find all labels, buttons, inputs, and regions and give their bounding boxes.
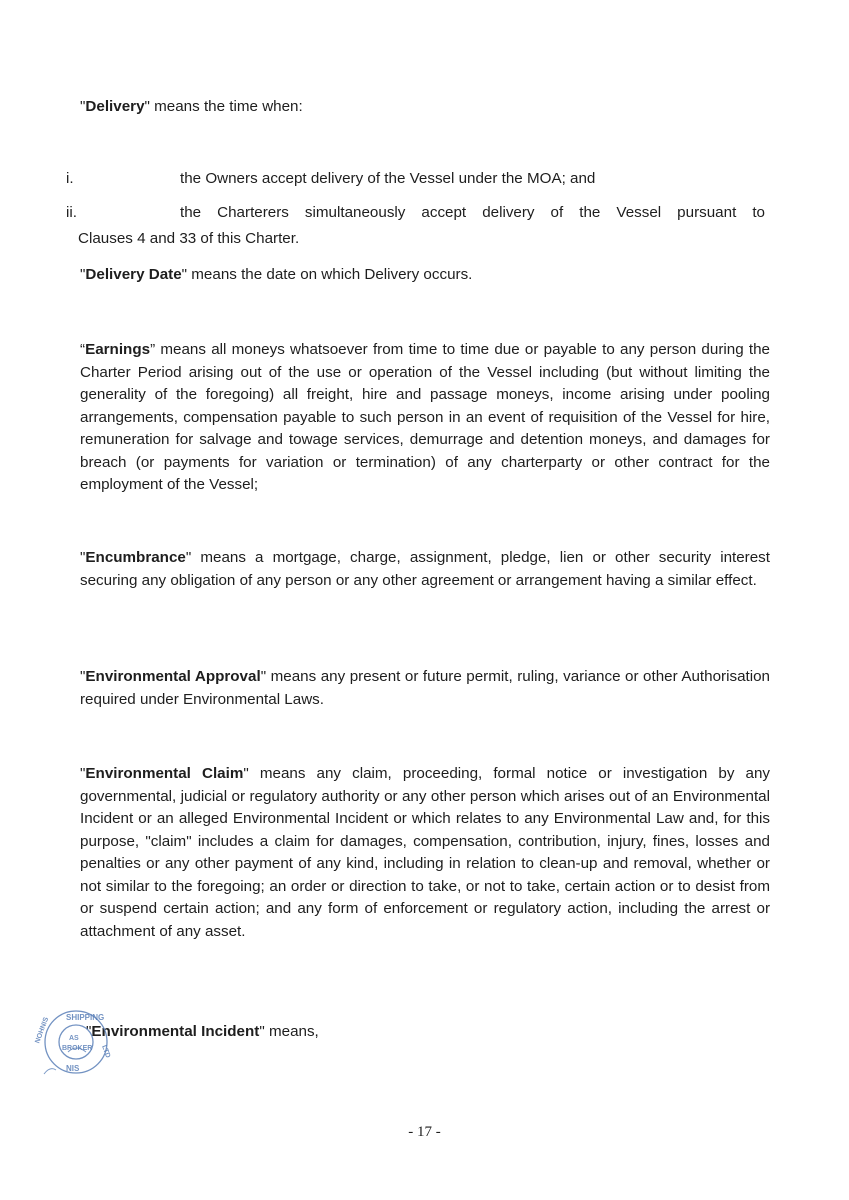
definition-earnings: “Earnings” means all moneys whatsoever from time to time due or payable to any person during the Charter Period arising out of the use or operation of the Vessel including (but without limiting the generality of the foregoing) all freight, hire and passage moneys, income arising under pooling arrangements, compensation payable to such person in an event of requisition of the Vessel for hire, remuneration for salvage and towage services, demurrage and detention moneys, and damages for breach (or payments for variation or termination) of any charterparty or other contract for the employment of the Vessel; xyxy=(80,341,770,493)
seal-center-text-2: BROKER xyxy=(62,1045,93,1052)
term-environmental-claim: Environmental Claim xyxy=(85,765,244,782)
term-earnings: Earnings xyxy=(85,341,151,358)
definition-text: means any present or future permit, ruling, variance or other Authorisation required under Environmental Laws. xyxy=(80,668,771,708)
definition-environmental-approval: "Environmental Approval" means any present or future permit, ruling, variance or other Authorisation required under Environmental Laws. xyxy=(80,668,771,708)
term-delivery-date: Delivery Date xyxy=(85,266,182,283)
definition-delivery-date: "Delivery Date" means the date on which Delivery occurs. xyxy=(80,266,473,283)
list-number: i. xyxy=(66,170,74,187)
seal-bottom-text: NIS xyxy=(66,1064,80,1073)
definition-text: means, xyxy=(264,1023,319,1040)
definition-environmental-claim: "Environmental Claim" means any claim, proceeding, formal notice or investigation by any governmental, judicial or regulatory authority or any other person which arises out of an Environmental Incident or an alleged Environmental Incident or which relates to any Environmental Law and, for this purpose, "claim" includes a claim for damages, compensation, contribution, injury, fines, losses and penalties or any other payment of any kind, including in relation to clean-up and removal, whether or not similar to the foregoing; an order or direction to take, or not to take, certain action or to desist from or suspend certain action; and any form of enforcement or regulatory action, including the arrest or attachment of any asset. xyxy=(80,765,770,940)
list-text: the Charterers simultaneously accept delivery of the Vessel pursuant to xyxy=(180,204,765,221)
page-number: - 17 - xyxy=(408,1124,441,1140)
term-encumbrance: Encumbrance xyxy=(85,549,186,566)
definition-environmental-incident: "Environmental Incident" means, xyxy=(86,1023,319,1040)
seal-right-text: LTD xyxy=(100,1044,112,1059)
definition-text: means a mortgage, charge, assignment, pledge, lien or other security interest securing any obligation of any person or any other agreement or arrangement having a similar effect. xyxy=(80,549,770,589)
definition-encumbrance: "Encumbrance" means a mortgage, charge, assignment, pledge, lien or other security interest securing any obligation of any person or any other agreement or arrangement having a similar effect. xyxy=(80,549,770,589)
definition-text: means any claim, proceeding, formal notice or investigation by any governmental, judicial or regulatory authority or any other person which arises out of an Environmental Incident or an alleged Environmental Incident or which relates to any Environmental Law and, for this purpose, "claim" includes a claim for damages, compensation, contribution, injury, fines, losses and penalties or any other payment of any kind, including in relation to clean-up and removal, whether or not similar to the foregoing; an order or direction to take, or not to take, certain action or to desist from or suspend certain action; and any form of enforcement or regulatory action, including the arrest or attachment of any asset. xyxy=(80,765,770,940)
definition-text: means the time when: xyxy=(149,98,303,115)
term-delivery: Delivery xyxy=(85,98,145,115)
company-seal-stamp xyxy=(36,1008,118,1078)
definition-text: means the date on which Delivery occurs. xyxy=(187,266,473,283)
list-number: ii. xyxy=(66,204,77,221)
seal-center-text-1: AS xyxy=(69,1035,79,1042)
seal-left-text: NOHNIS xyxy=(34,1016,51,1045)
definition-delivery: "Delivery" means the time when: xyxy=(80,98,303,115)
definition-text: means all moneys whatsoever from time to time due or payable to any person during the Charter Period arising out of the use or operation of the Vessel including (but without limiting the generality of the foregoing) all freight, hire and passage moneys, income arising under pooling arrangements, compensation payable to such person in an event of requisition of the Vessel for hire, remuneration for salvage and towage services, demurrage and detention moneys, and damages for breach (or payments for variation or termination) of any charterparty or other contract for the employment of the Vessel; xyxy=(80,341,770,493)
list-continuation: Clauses 4 and 33 of this Charter. xyxy=(78,230,300,247)
list-text: the Owners accept delivery of the Vessel under the MOA; and xyxy=(180,170,596,187)
seal-top-text: SHIPPING xyxy=(66,1013,105,1022)
term-environmental-approval: Environmental Approval xyxy=(85,668,261,685)
term-environmental-incident: Environmental Incident xyxy=(91,1023,260,1040)
